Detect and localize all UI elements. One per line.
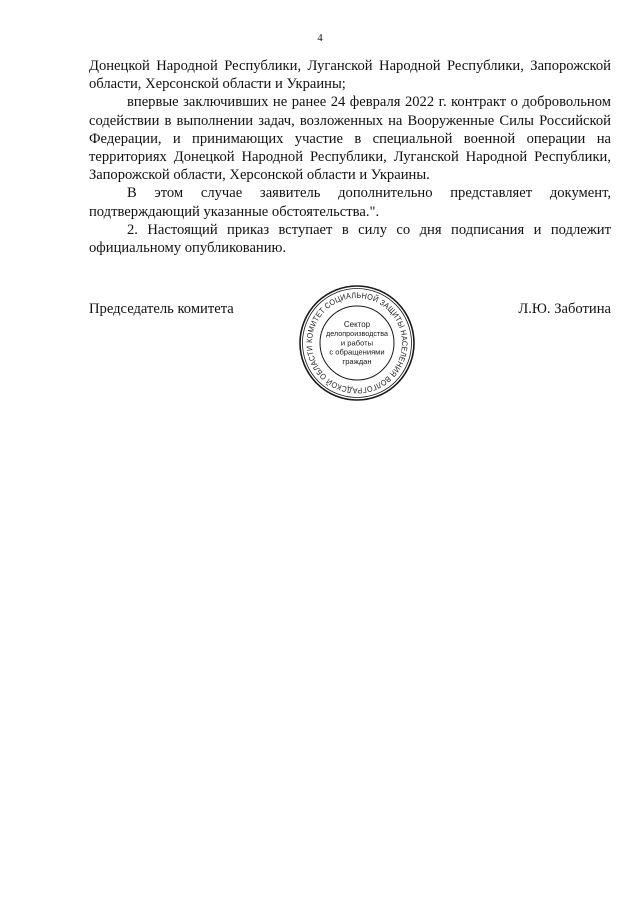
document-body bbox=[89, 57, 611, 257]
signatory-title: Председатель комитета bbox=[89, 301, 234, 317]
paragraph-entry-into-force: 2. Настоящий приказ вступает в силу со дня подписания и подлежит официальному опубликованию. bbox=[89, 221, 611, 257]
stamp-center-line: с обращениями bbox=[329, 347, 385, 357]
page-number: 4 bbox=[317, 32, 323, 44]
paragraph-applicant-document: В этом случае заявитель дополнительно представляет документ, подтверждающий указанные обстоятельства.". bbox=[89, 185, 611, 220]
paragraph-continuation: Донецкой Народной Республики, Луганской Народной Республики, Запорожской области, Херсонской области и Украины; bbox=[89, 58, 611, 93]
stamp-center-line: граждан bbox=[342, 356, 372, 366]
stamp-ring-text: КОМИТЕТ СОЦИАЛЬНОЙ ЗАЩИТЫ НАСЕЛЕНИЯ ВОЛГОГРАДСКОЙ ОБЛАСТИ bbox=[304, 290, 410, 396]
stamp-center-line: и работы bbox=[340, 338, 374, 348]
stamp-center-line: делопроизводства bbox=[326, 329, 389, 339]
stamp-center-text bbox=[326, 320, 389, 366]
stamp-seal bbox=[297, 283, 417, 403]
signatory-name: Л.Ю. Заботина bbox=[518, 301, 611, 317]
stamp-center-line: Сектор bbox=[343, 320, 371, 329]
paragraph-contract: впервые заключивших не ранее 24 февраля 2022 г. контракт о добровольном содействии в выполнении задач, возложенных на Вооруженные Силы Российской Федерации, и принимающих участие в специальной военной операции на территориях Донецкой Народной Республики, Луганской Народной Республики, Запорожской области, Херсонской области и Украины. bbox=[89, 94, 611, 184]
official-stamp bbox=[297, 283, 417, 403]
